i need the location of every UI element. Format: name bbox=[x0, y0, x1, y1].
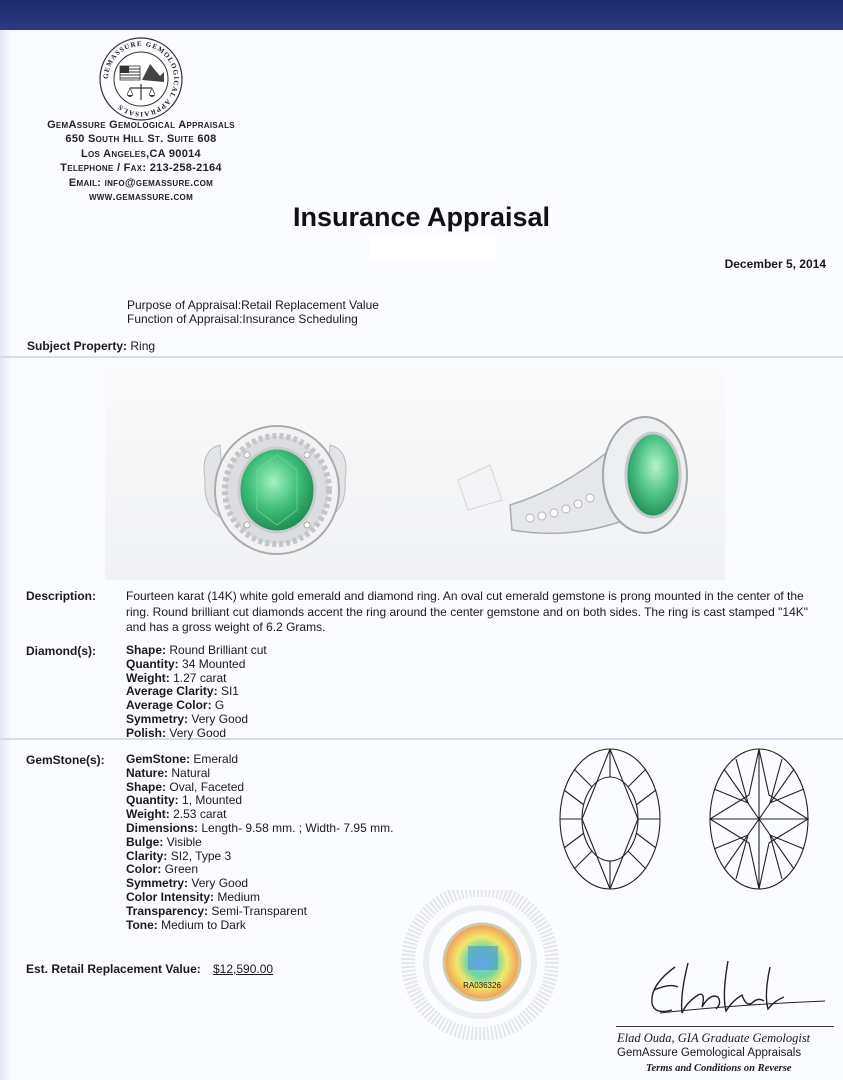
gemstone-specs bbox=[126, 753, 393, 932]
spec-row: Shape: Round Brilliant cut bbox=[126, 643, 267, 657]
terms-note: Terms and Conditions on Reverse bbox=[646, 1063, 792, 1074]
spec-row: Transparency: Semi-Transparent bbox=[126, 903, 307, 918]
letterhead bbox=[14, 118, 268, 204]
description-text: Fourteen karat (14K) white gold emerald and diamond ring. An oval cut emerald gemstone is prong mounted in the center of the ring. Round brilliant cut diamonds accent the ring around the center gemstone and on both sides. The ring is cast stamped "14K" and has a gross weight of 6.2 Grams. bbox=[126, 589, 809, 634]
website-line: www.gemassure.com bbox=[88, 191, 194, 204]
gemassure-seal-logo bbox=[98, 36, 184, 122]
value-amount: $12,590.00 bbox=[213, 962, 274, 976]
spec-row: Symmetry: Very Good bbox=[126, 876, 249, 891]
signer-company: GemAssure Gemological Appraisals bbox=[617, 1047, 802, 1059]
spec-row: Weight: 2.53 carat bbox=[126, 807, 227, 822]
svg-text:RA036326: RA036326 bbox=[463, 981, 501, 990]
description-label: Description: bbox=[26, 589, 97, 603]
ring-side-photo bbox=[450, 410, 700, 560]
purpose-block bbox=[127, 298, 379, 326]
redaction-patch bbox=[370, 236, 495, 260]
spec-row: Quantity: 34 Mounted bbox=[126, 656, 246, 671]
top-band bbox=[0, 0, 843, 30]
spec-row: Tone: Medium to Dark bbox=[126, 917, 246, 932]
document-title: Insurance Appraisal bbox=[292, 202, 551, 232]
spec-row: Quantity: 1, Mounted bbox=[126, 793, 243, 808]
ring-front-photo bbox=[195, 410, 355, 560]
spec-row: GemStone: Emerald bbox=[126, 752, 239, 766]
spec-row: Symmetry: Very Good bbox=[126, 711, 249, 726]
signature-graphic bbox=[640, 955, 830, 1025]
subject-property bbox=[27, 339, 155, 353]
spec-row: Average Clarity: SI1 bbox=[126, 684, 239, 699]
purpose-line: Purpose of Appraisal:Retail Replacement Value bbox=[127, 298, 379, 312]
fold-line bbox=[0, 356, 843, 358]
gemstones-label: GemStone(s): bbox=[26, 753, 105, 767]
spec-row: Color: Green bbox=[126, 862, 199, 877]
appraisal-date: December 5, 2014 bbox=[724, 257, 826, 271]
signer-name: Elad Ouda, GIA Graduate Gemologist bbox=[617, 1031, 811, 1045]
diamond-specs bbox=[126, 644, 267, 741]
value-label: Est. Retail Replacement Value: bbox=[26, 962, 201, 976]
hologram-seal bbox=[400, 890, 560, 1040]
spec-row: Bulge: Visible bbox=[126, 834, 202, 849]
diamonds-label: Diamond(s): bbox=[26, 644, 96, 658]
edge-tint bbox=[0, 30, 12, 1080]
spec-row: Color Intensity: Medium bbox=[126, 889, 261, 904]
subject-value: Ring bbox=[130, 339, 156, 353]
spec-row: Polish: Very Good bbox=[126, 725, 227, 740]
phone-line: Telephone / Fax: 213-258-2164 bbox=[60, 162, 222, 175]
spec-row: Shape: Oval, Faceted bbox=[126, 779, 245, 794]
spec-row: Weight: 1.27 carat bbox=[126, 670, 227, 685]
spec-row: Dimensions: Length- 9.58 mm. ; Width- 7.95 mm. bbox=[126, 820, 394, 835]
signature-line bbox=[616, 1026, 834, 1027]
address-line-1: 650 South Hill St. Suite 608 bbox=[65, 133, 217, 146]
function-line: Function of Appraisal:Insurance Scheduling bbox=[127, 312, 358, 326]
oval-pavilion-diagram bbox=[706, 745, 812, 893]
oval-crown-diagram bbox=[556, 745, 664, 893]
svg-text:GEMASSURE GEMOLOGICAL APPRAISA: GEMASSURE GEMOLOGICAL APPRAISALS bbox=[101, 39, 181, 119]
spec-row: Clarity: SI2, Type 3 bbox=[126, 848, 232, 863]
company-name: GemAssure Gemological Appraisals bbox=[47, 119, 235, 131]
address-line-2: Los Angeles,CA 90014 bbox=[81, 147, 201, 160]
subject-label: Subject Property: bbox=[27, 339, 128, 353]
spec-row: Nature: Natural bbox=[126, 765, 211, 780]
email-line: Email: info@gemassure.com bbox=[68, 176, 214, 189]
spec-row: Average Color: G bbox=[126, 698, 225, 713]
